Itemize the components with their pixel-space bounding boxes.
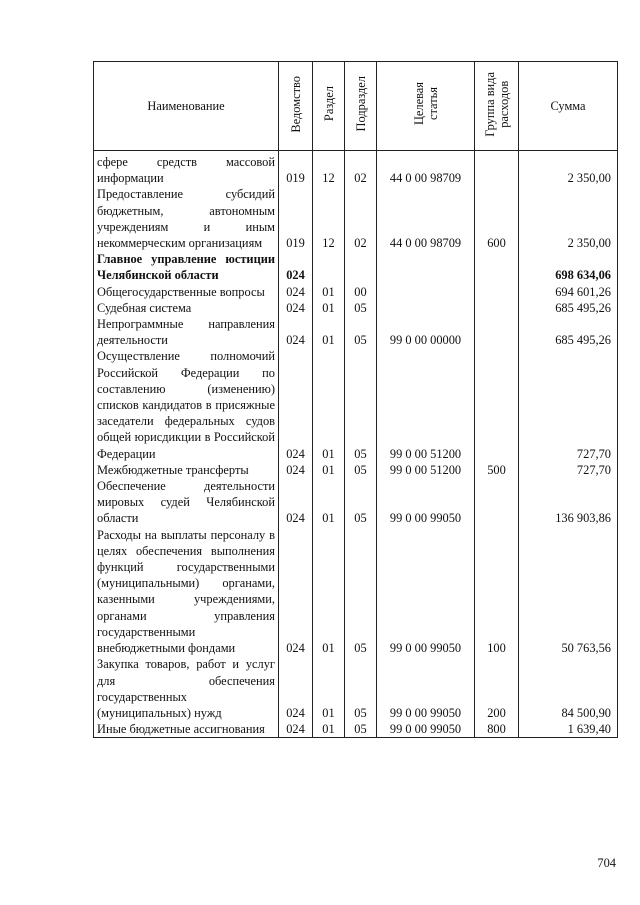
row-razdel: 01	[313, 527, 345, 657]
row-name: Предоставление субсидий бюджетным, автономным учреждениям и иным некоммерческим организациям	[94, 186, 279, 251]
row-name: Судебная система	[94, 300, 279, 316]
row-name: Главное управление юстиции Челябинской области	[94, 251, 279, 283]
row-podrazdel: 00	[345, 284, 377, 300]
row-gruppa-vida-rashodov: 600	[475, 186, 519, 251]
row-name: Непрограммные направления деятельности	[94, 316, 279, 348]
row-podrazdel: 05	[345, 721, 377, 738]
row-summa: 2 350,00	[519, 186, 618, 251]
row-celevaya-statya: 99 0 00 99050	[377, 478, 475, 527]
header-celevaya-line2: статья	[425, 87, 440, 121]
row-name: Закупка товаров, работ и услуг для обеспечения государственных (муниципальных) нужд	[94, 656, 279, 721]
header-gruppa-line1: Группа вида	[482, 71, 497, 137]
row-summa: 136 903,86	[519, 478, 618, 527]
row-podrazdel: 05	[345, 478, 377, 527]
row-podrazdel: 02	[345, 151, 377, 187]
header-podrazdel	[345, 62, 377, 151]
row-vedomstvo: 024	[279, 284, 313, 300]
row-summa: 50 763,56	[519, 527, 618, 657]
row-name: Расходы на выплаты персоналу в целях обеспечения выполнения функций государственными (муниципальными) органами, казенными учреждениями, органами управления государственными внебюджетными фондами	[94, 527, 279, 657]
row-summa: 685 495,26	[519, 300, 618, 316]
row-gruppa-vida-rashodov	[475, 316, 519, 348]
row-celevaya-statya: 99 0 00 99050	[377, 721, 475, 738]
header-gruppa-vida-rashodov	[475, 62, 519, 151]
row-summa: 698 634,06	[519, 251, 618, 283]
row-podrazdel: 05	[345, 656, 377, 721]
table-row	[94, 527, 618, 657]
row-name: сфере средств массовой информации	[94, 151, 279, 187]
row-razdel: 01	[313, 721, 345, 738]
header-gruppa-label	[483, 72, 511, 137]
row-vedomstvo: 024	[279, 348, 313, 461]
row-celevaya-statya	[377, 300, 475, 316]
row-summa: 1 639,40	[519, 721, 618, 738]
row-razdel: 01	[313, 348, 345, 461]
row-vedomstvo: 024	[279, 478, 313, 527]
row-summa: 727,70	[519, 348, 618, 461]
row-gruppa-vida-rashodov	[475, 251, 519, 283]
row-podrazdel: 05	[345, 527, 377, 657]
table-row	[94, 251, 618, 283]
row-vedomstvo: 024	[279, 721, 313, 738]
table-row	[94, 300, 618, 316]
header-vedomstvo-label: Ведомство	[288, 75, 303, 133]
row-celevaya-statya: 99 0 00 51200	[377, 462, 475, 478]
row-razdel: 01	[313, 316, 345, 348]
budget-table	[93, 61, 618, 738]
row-gruppa-vida-rashodov	[475, 151, 519, 187]
header-gruppa-line2: расходов	[496, 80, 511, 128]
row-summa: 84 500,90	[519, 656, 618, 721]
row-name: Иные бюджетные ассигнования	[94, 721, 279, 738]
row-vedomstvo: 024	[279, 300, 313, 316]
header-celevaya-line1: Целевая	[411, 82, 426, 126]
table-row	[94, 721, 618, 738]
row-podrazdel: 05	[345, 462, 377, 478]
row-razdel: 01	[313, 478, 345, 527]
row-celevaya-statya: 44 0 00 98709	[377, 186, 475, 251]
row-celevaya-statya: 99 0 00 00000	[377, 316, 475, 348]
row-vedomstvo: 024	[279, 251, 313, 283]
row-podrazdel: 05	[345, 300, 377, 316]
row-gruppa-vida-rashodov: 800	[475, 721, 519, 738]
row-vedomstvo: 024	[279, 656, 313, 721]
row-summa: 727,70	[519, 462, 618, 478]
page-number: 704	[597, 856, 616, 870]
row-gruppa-vida-rashodov: 100	[475, 527, 519, 657]
row-vedomstvo: 024	[279, 527, 313, 657]
table-row	[94, 151, 618, 187]
row-podrazdel: 05	[345, 316, 377, 348]
row-razdel: 01	[313, 462, 345, 478]
row-razdel	[313, 251, 345, 283]
header-summa	[519, 62, 618, 151]
header-celevaya-label	[412, 82, 440, 125]
table-row	[94, 462, 618, 478]
row-razdel: 12	[313, 151, 345, 187]
row-gruppa-vida-rashodov: 500	[475, 462, 519, 478]
row-summa: 685 495,26	[519, 316, 618, 348]
row-name: Обеспечение деятельности мировых судей Челябинской области	[94, 478, 279, 527]
table-row	[94, 656, 618, 721]
row-vedomstvo: 024	[279, 462, 313, 478]
header-name-label: Наименование	[147, 98, 225, 113]
row-podrazdel: 02	[345, 186, 377, 251]
row-podrazdel	[345, 251, 377, 283]
table-row	[94, 348, 618, 461]
row-razdel: 01	[313, 300, 345, 316]
row-summa: 694 601,26	[519, 284, 618, 300]
row-summa: 2 350,00	[519, 151, 618, 187]
row-razdel: 12	[313, 186, 345, 251]
header-razdel	[313, 62, 345, 151]
header-summa-label: Сумма	[550, 98, 586, 113]
row-celevaya-statya	[377, 251, 475, 283]
row-podrazdel: 05	[345, 348, 377, 461]
header-vedomstvo	[279, 62, 313, 151]
row-vedomstvo: 019	[279, 186, 313, 251]
table-row	[94, 316, 618, 348]
row-celevaya-statya: 44 0 00 98709	[377, 151, 475, 187]
row-gruppa-vida-rashodov	[475, 300, 519, 316]
row-celevaya-statya: 99 0 00 99050	[377, 527, 475, 657]
row-gruppa-vida-rashodov	[475, 348, 519, 461]
row-gruppa-vida-rashodov: 200	[475, 656, 519, 721]
row-razdel: 01	[313, 284, 345, 300]
row-razdel: 01	[313, 656, 345, 721]
row-name: Осуществление полномочий Российской Федерации по составлению (изменению) списков кандидатов в присяжные заседатели федеральных судов общей юрисдикции в Российской Федерации	[94, 348, 279, 461]
table-header-row	[94, 62, 618, 151]
table-row	[94, 478, 618, 527]
row-name: Межбюджетные трансферты	[94, 462, 279, 478]
header-podrazdel-label: Подраздел	[353, 76, 368, 132]
table-body	[94, 151, 618, 738]
row-gruppa-vida-rashodov	[475, 284, 519, 300]
row-name: Общегосударственные вопросы	[94, 284, 279, 300]
table-row	[94, 186, 618, 251]
table-row	[94, 284, 618, 300]
header-celevaya-statya	[377, 62, 475, 151]
row-celevaya-statya: 99 0 00 99050	[377, 656, 475, 721]
row-celevaya-statya	[377, 284, 475, 300]
header-razdel-label: Раздел	[321, 86, 336, 122]
row-vedomstvo: 019	[279, 151, 313, 187]
row-vedomstvo: 024	[279, 316, 313, 348]
row-celevaya-statya: 99 0 00 51200	[377, 348, 475, 461]
header-name	[94, 62, 279, 151]
row-gruppa-vida-rashodov	[475, 478, 519, 527]
